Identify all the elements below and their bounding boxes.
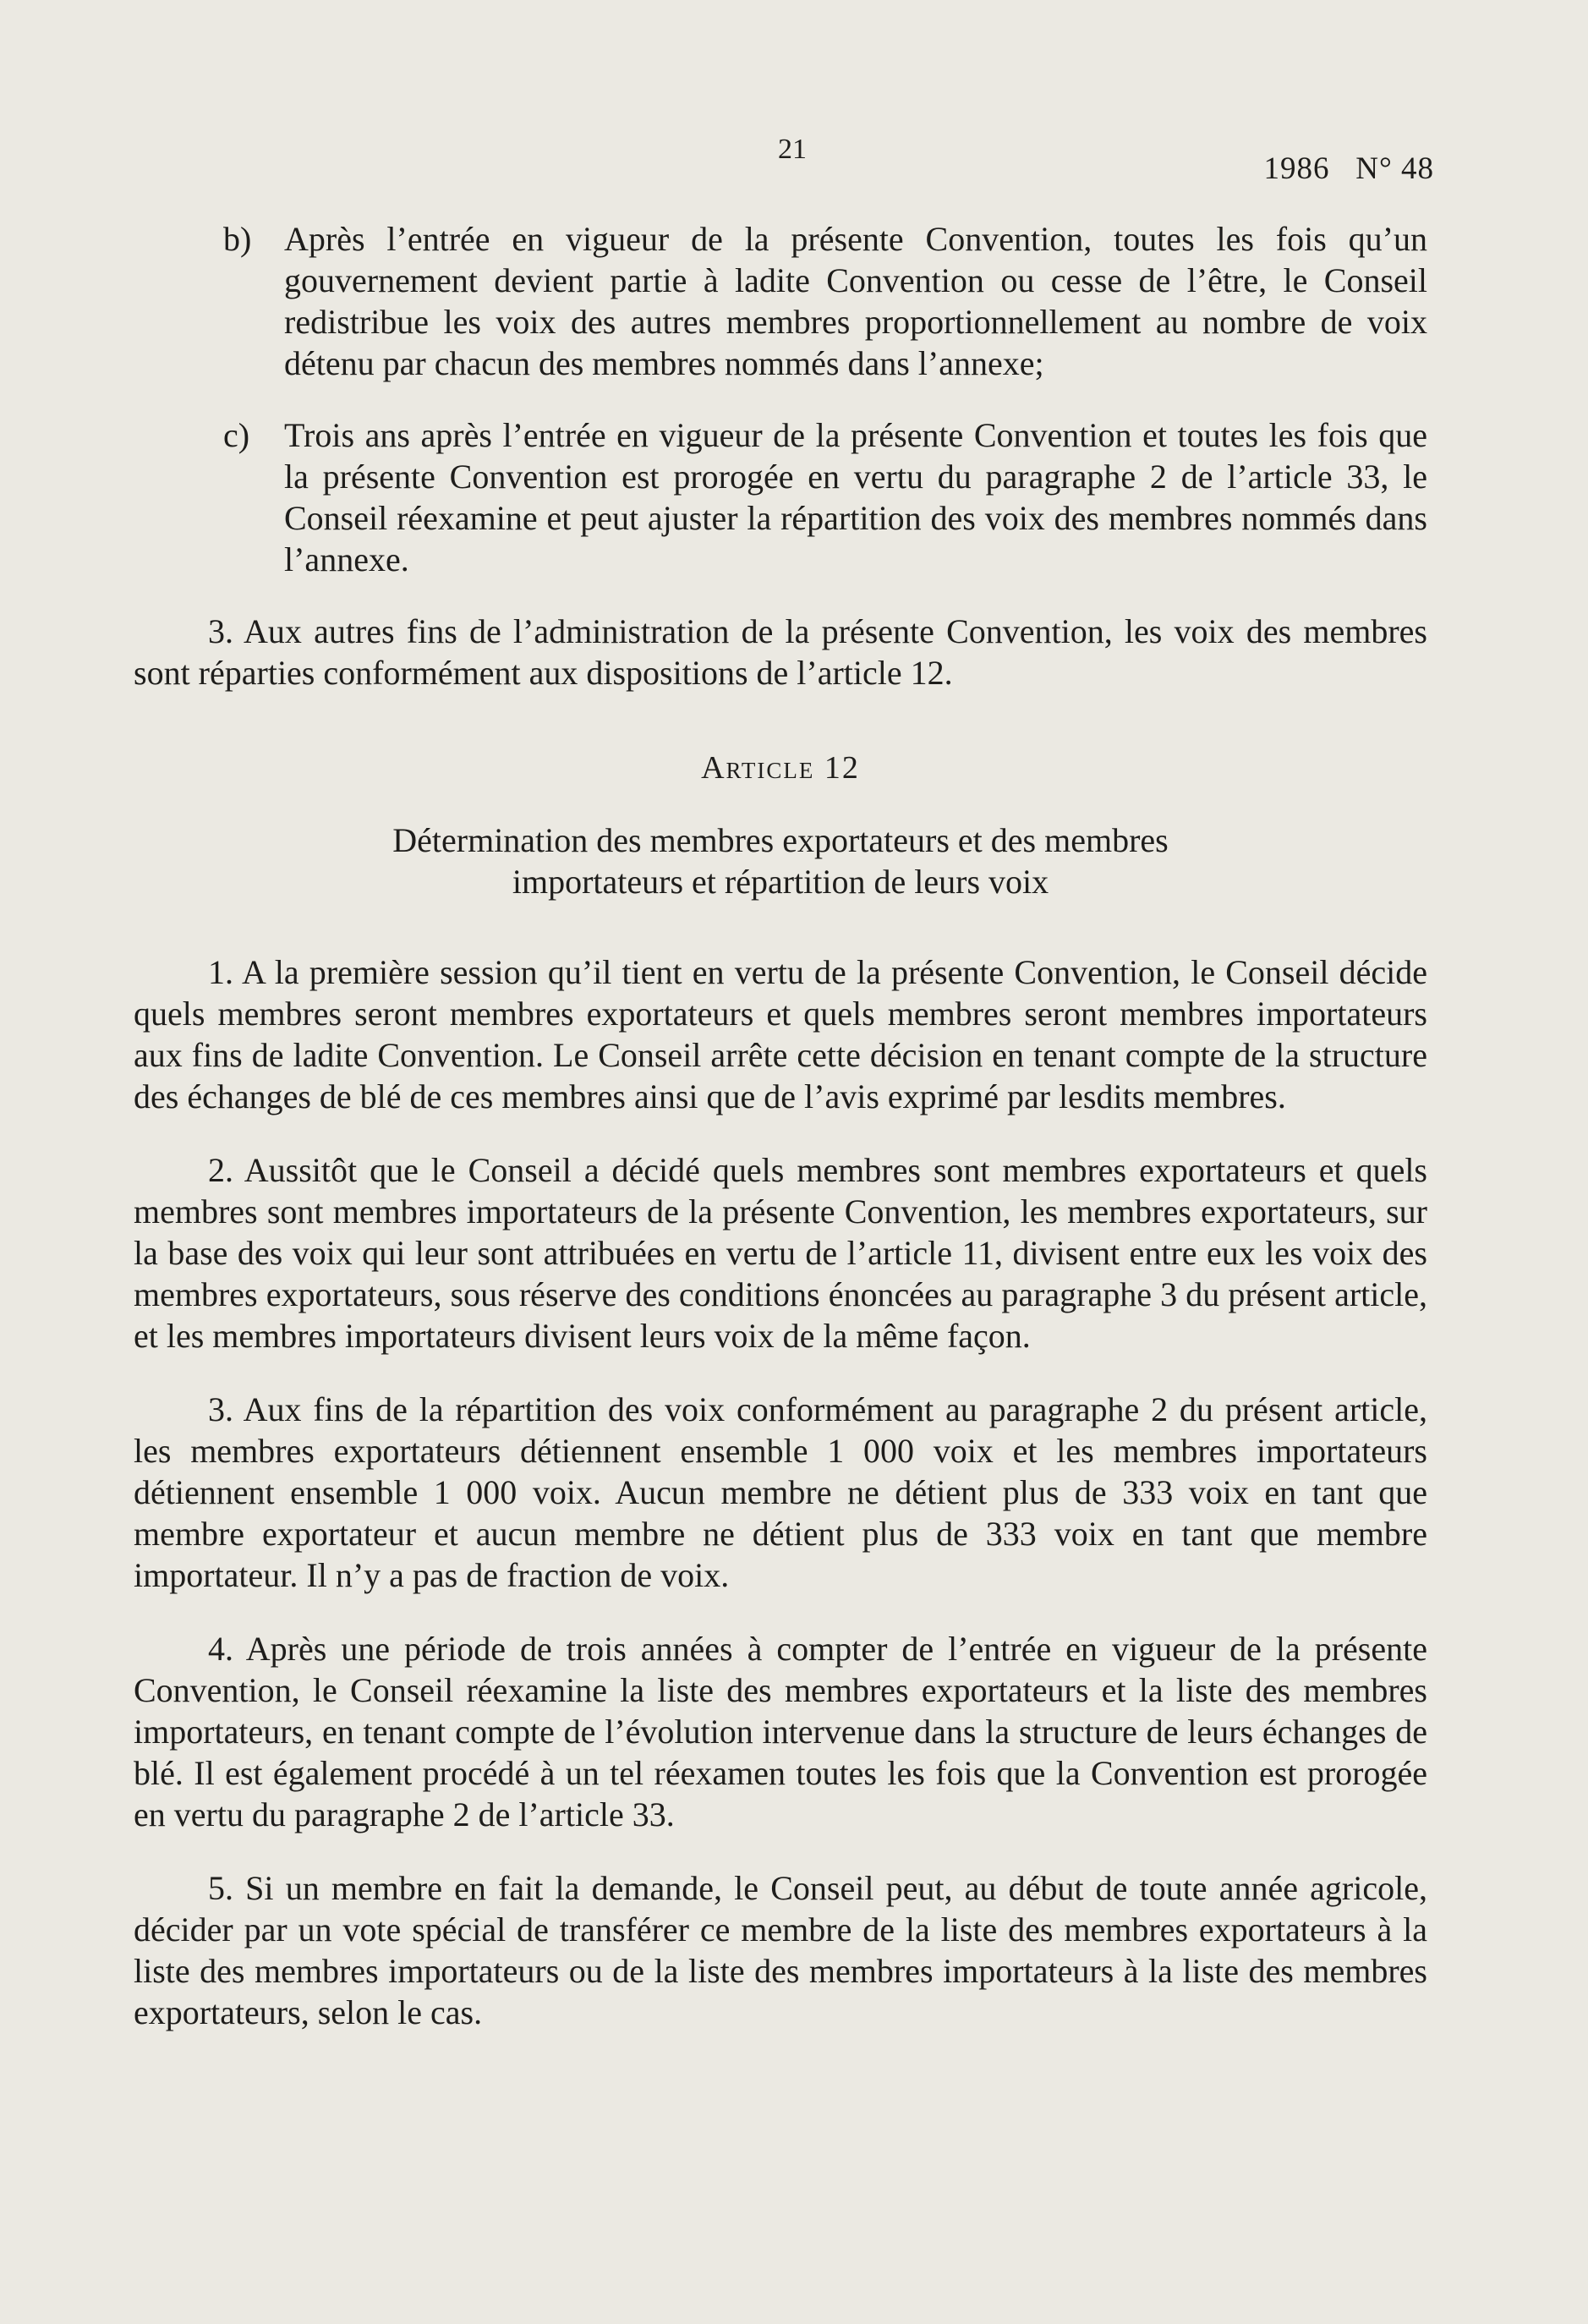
article-subtitle [134,819,1427,902]
sub-item-b [134,218,1427,384]
article-paragraph-4: 4. Après une période de trois années à compter de l’entrée en vigueur de la présente Convention, le Conseil réexamine la liste des membres exportateurs et la liste des membres importateurs, en tenant compte de l’évolution intervenue dans la structure de leurs échanges de blé. Il est également procédé à un tel réexamen toutes les fois que la Convention est prorogée en vertu du paragraphe 2 de l’article 33. [134,1630,1427,1833]
document-reference: 1986 N° 48 [1263,151,1434,186]
sub-item-marker: b) [223,220,252,258]
document-body [134,218,1427,2065]
sub-item-text: Trois ans après l’entrée en vigueur de la présente Convention et toutes les fois que la présente Convention est prorogée en vertu du paragraphe 2 de l’article 33, le Conseil réexamine et peut ajuster la répartition des voix des membres nommés dans l’annexe. [284,416,1427,578]
article-subtitle-line: Détermination des membres exportateurs et des membres [392,821,1169,859]
article-paragraph-3: 3. Aux fins de la répartition des voix conformément au paragraphe 2 du présent article, les membres exportateurs détiennent ensemble 1 000 voix et les membres importateurs détiennent ensemble 1 000 voix. Aucun membre ne détient plus de 333 voix en tant que membre exportateur et aucun membre ne détient plus de 333 voix en tant que membre importateur. Il n’y a pas de fraction de voix. [134,1390,1427,1594]
paragraph-3-article-11: 3. Aux autres fins de l’administration de la présente Convention, les voix des membres sont réparties conformément aux dispositions de l’article 12. [134,612,1427,692]
article-subtitle-line: importateurs et répartition de leurs voix [512,863,1049,901]
article-paragraph-5: 5. Si un membre en fait la demande, le Conseil peut, au début de toute année agricole, décider par un vote spécial de transférer ce membre de la liste des membres exportateurs à la liste des membres importateurs ou de la liste des membres importateurs à la liste des membres exportateurs, selon le cas. [134,1869,1427,2031]
sub-item-list [134,218,1427,580]
sub-item-text: Après l’entrée en vigueur de la présente Convention, toutes les fois qu’un gouvernement devient partie à ladite Convention ou cesse de l’être, le Conseil redistribue les voix des autres membres proportionnellement au nombre de voix détenu par chacun des membres nommés dans l’annexe; [284,220,1427,382]
article-paragraph-2: 2. Aussitôt que le Conseil a décidé quels membres sont membres exportateurs et quels membres sont membres importateurs de la présente Convention, les membres exportateurs, sur la base des voix qui leur sont attribuées en vertu de l’article 11, divisent entre eux les voix des membres exportateurs, sous réserve des conditions énoncées au paragraphe 3 du présent article, et les membres importateurs divisent leurs voix de la même façon. [134,1151,1427,1355]
article-title: Article 12 [701,750,860,786]
sub-item-c [134,414,1427,580]
article-paragraph-1: 1. A la première session qu’il tient en vertu de la présente Convention, le Conseil décide quels membres seront membres exportateurs et quels membres seront membres importateurs aux fins de ladite Convention. Le Conseil arrête cette décision en tenant compte de la structure des échanges de blé de ces membres ainsi que de l’avis exprimé par lesdits membres. [134,953,1427,1115]
page-number: 21 [778,134,807,165]
sub-item-marker: c) [223,416,250,454]
